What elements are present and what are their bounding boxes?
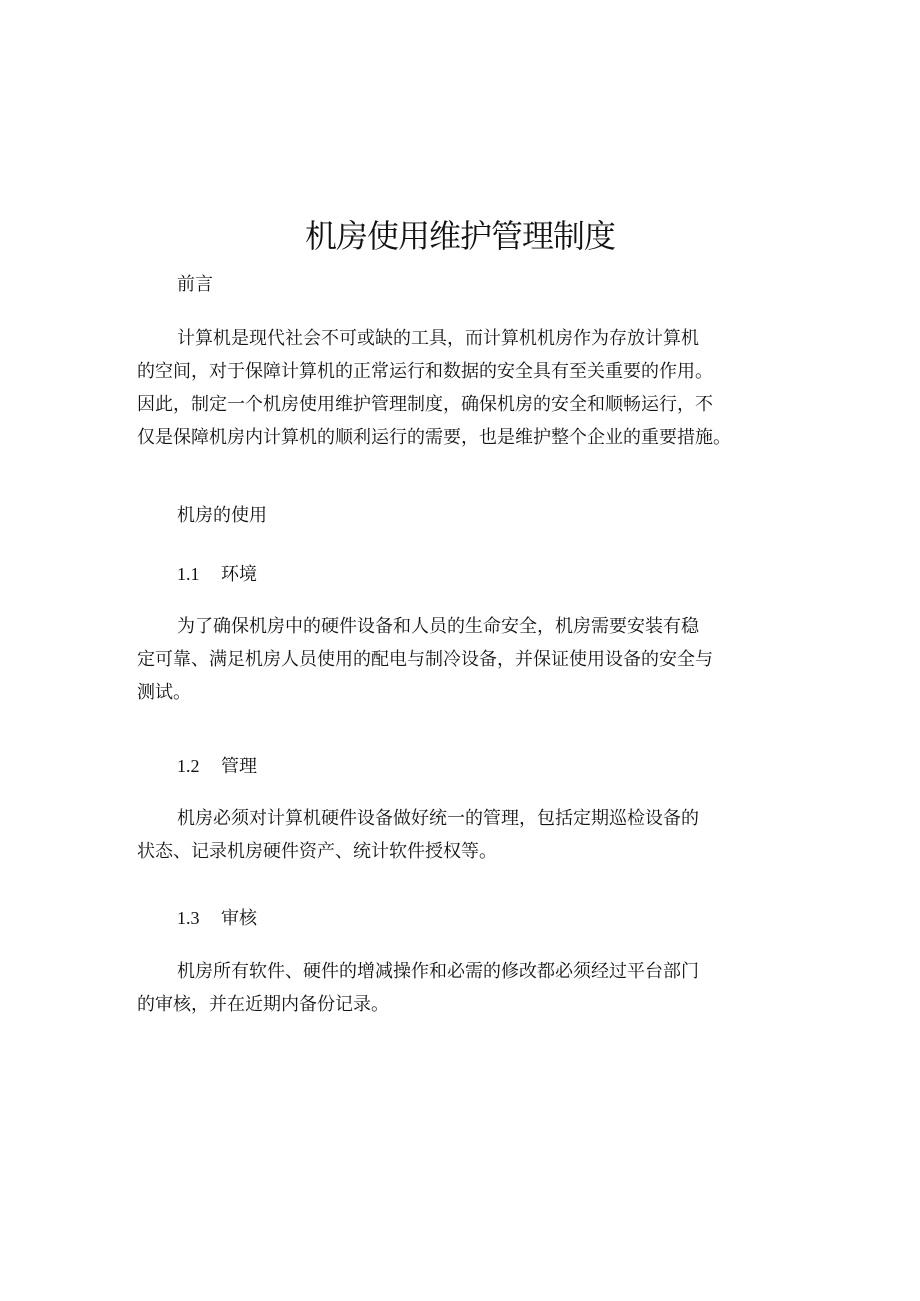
preface-label: 前言 — [177, 274, 213, 295]
paragraph-line: 测试。 — [137, 682, 191, 703]
subsection-title: 环境 — [221, 564, 257, 585]
preface-paragraph — [137, 322, 773, 454]
subsection-number: 1.2 — [177, 756, 200, 776]
subsection-heading-1-2 — [177, 750, 257, 783]
paragraph-line: 因此，制定一个机房使用维护管理制度，确保机房的安全和顺畅运行，不 — [137, 394, 713, 415]
subsection-paragraph-1-3 — [137, 955, 773, 1021]
paragraph-line: 计算机是现代社会不可或缺的工具，而计算机机房作为存放计算机 — [177, 328, 699, 349]
paragraph-line: 机房必须对计算机硬件设备做好统一的管理，包括定期巡检设备的 — [177, 808, 699, 829]
paragraph-line: 的审核，并在近期内备份记录。 — [137, 994, 389, 1015]
paragraph-line: 为了确保机房中的硬件设备和人员的生命安全，机房需要安装有稳 — [177, 616, 699, 637]
document-title: 机房使用维护管理制度 — [304, 217, 615, 255]
section-title: 机房的使用 — [177, 505, 267, 526]
paragraph-line: 的空间，对于保障计算机的正常运行和数据的安全具有至关重要的作用。 — [137, 361, 713, 382]
paragraph-line: 机房所有软件、硬件的增减操作和必需的修改都必须经过平台部门 — [177, 961, 699, 982]
paragraph-line: 状态、记录机房硬件资产、统计软件授权等。 — [137, 841, 497, 862]
subsection-title: 管理 — [221, 756, 257, 777]
subsection-heading-1-1 — [177, 558, 257, 591]
subsection-paragraph-1-1 — [137, 610, 773, 709]
paragraph-line: 仅是保障机房内计算机的顺利运行的需要，也是维护整个企业的重要措施。 — [137, 427, 731, 448]
subsection-title: 审核 — [221, 908, 257, 929]
subsection-number: 1.1 — [177, 564, 200, 584]
paragraph-line: 定可靠、满足机房人员使用的配电与制冷设备，并保证使用设备的安全与 — [137, 649, 713, 670]
subsection-heading-1-3 — [177, 902, 257, 935]
subsection-number: 1.3 — [177, 908, 200, 928]
subsection-paragraph-1-2 — [137, 802, 773, 868]
